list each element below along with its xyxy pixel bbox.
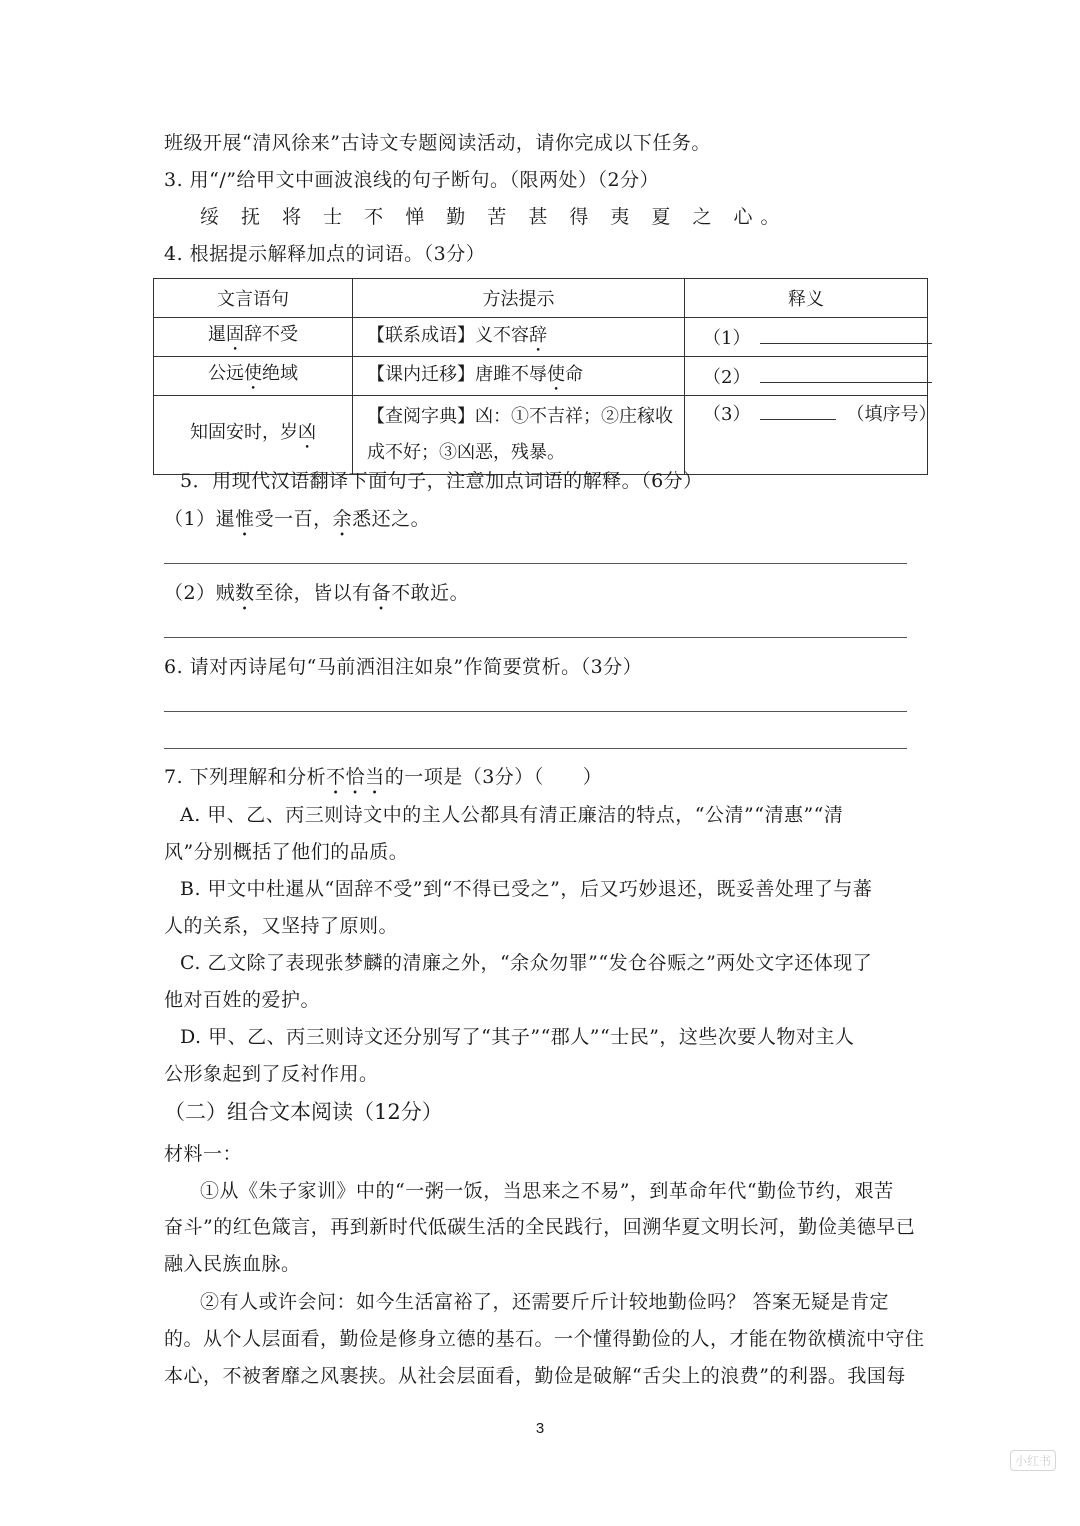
option-b-line2: 人的关系，又坚持了原则。 bbox=[164, 915, 399, 937]
option-c-line1: C. 乙文除了表现张梦麟的清廉之外，“余众勿罪”“发仓谷赈之”两处文字还体现了 bbox=[180, 952, 873, 974]
material-label: 材料一： bbox=[164, 1143, 243, 1165]
answer-blank[interactable]: （2） bbox=[685, 357, 928, 396]
answer-line[interactable] bbox=[164, 711, 907, 712]
q4-prompt: 4. 根据提示解释加点的词语。（3分） bbox=[164, 243, 486, 265]
answer-line[interactable] bbox=[164, 563, 907, 564]
table-header: 方法提示 bbox=[353, 279, 685, 318]
q5-sentence-1: （1）暹惟受一百，余悉还之。 bbox=[164, 508, 431, 530]
paragraph-2-line1: ②有人或许会问：如今生活富裕了，还需要斤斤计较地勤俭吗？ 答案无疑是肯定 bbox=[200, 1291, 890, 1313]
option-b-line1: B. 甲文中杜暹从“固辞不受”到“不得已受之”，后又巧妙退还，既妥善处理了与蕃 bbox=[180, 878, 873, 900]
q3-sentence: 绥 抚 将 士 不 惮 勤 苦 甚 得 夷 夏 之 心。 bbox=[200, 206, 788, 228]
classical-phrase: 公远使绝域 bbox=[154, 357, 353, 396]
answer-blank[interactable]: （3） （填序号） bbox=[685, 396, 928, 475]
paragraph-2-line3: 本心，不被奢靡之风裹挟。从社会层面看，勤俭是破解“舌尖上的浪费”的利器。我国每 bbox=[164, 1365, 906, 1387]
classical-phrase: 知固安时，岁凶 bbox=[154, 396, 353, 475]
table-header-row bbox=[154, 279, 928, 318]
paragraph-2-line2: 的。从个人层面看，勤俭是修身立德的基石。一个懂得勤俭的人，才能在物欲横流中守住 bbox=[164, 1328, 925, 1350]
method-hint: 【课内迁移】唐雎不辱使命 bbox=[353, 357, 685, 396]
option-a-line1: A. 甲、乙、丙三则诗文中的主人公都具有清正廉洁的特点，“公清”“清惠”“清 bbox=[180, 804, 844, 826]
table-header: 释义 bbox=[685, 279, 928, 318]
intro-text: 班级开展“清风徐来”古诗文专题阅读活动，请你完成以下任务。 bbox=[164, 132, 711, 154]
option-a-line2: 风”分别概括了他们的品质。 bbox=[164, 841, 409, 863]
option-c-line2: 他对百姓的爱护。 bbox=[164, 989, 321, 1011]
q5-prompt: 5．用现代汉语翻译下面句子，注意加点词语的解释。（6分） bbox=[180, 470, 703, 492]
q5-sentence-2: （2）贼数至徐，皆以有备不敢近。 bbox=[164, 582, 470, 604]
table-row bbox=[154, 396, 928, 475]
method-hint: 【联系成语】义不容辞 bbox=[353, 318, 685, 357]
page-number: 3 bbox=[535, 1420, 545, 1437]
table-row bbox=[154, 357, 928, 396]
option-d-line2: 公形象起到了反衬作用。 bbox=[164, 1063, 379, 1085]
paragraph-1-line1: ①从《朱子家训》中的“一粥一饭，当思来之不易”，到革命年代“勤俭节约，艰苦 bbox=[200, 1180, 894, 1202]
section-title: （二）组合文本阅读（12分） bbox=[164, 1100, 443, 1124]
q3-prompt: 3. 用“/”给甲文中画波浪线的句子断句。（限两处）（2分） bbox=[164, 169, 660, 191]
answer-blank[interactable]: （1） bbox=[685, 318, 928, 357]
answer-line[interactable] bbox=[164, 637, 907, 638]
table-header: 文言语句 bbox=[154, 279, 353, 318]
answer-line[interactable] bbox=[164, 748, 907, 749]
q6-prompt: 6. 请对丙诗尾句“马前洒泪注如泉”作简要赏析。（3分） bbox=[164, 656, 643, 678]
paragraph-1-line2: 奋斗”的红色箴言，再到新时代低碳生活的全民践行，回溯华夏文明长河，勤俭美德早已 bbox=[164, 1216, 916, 1238]
paragraph-1-line3: 融入民族血脉。 bbox=[164, 1253, 301, 1275]
method-hint: 【查阅字典】凶：①不吉祥；②庄稼收成不好；③凶恶，残暴。 bbox=[353, 396, 685, 475]
watermark-badge: 小红书 bbox=[1010, 1450, 1056, 1471]
table-row bbox=[154, 318, 928, 357]
classical-phrase: 暹固辞不受 bbox=[154, 318, 353, 357]
option-d-line1: D. 甲、乙、丙三则诗文还分别写了“其子”“郡人”“士民”，这些次要人物对主人 bbox=[180, 1026, 855, 1048]
vocab-table bbox=[153, 278, 937, 475]
q7-prompt: 7. 下列理解和分析不恰当的一项是（3分）（ ） bbox=[164, 766, 603, 788]
